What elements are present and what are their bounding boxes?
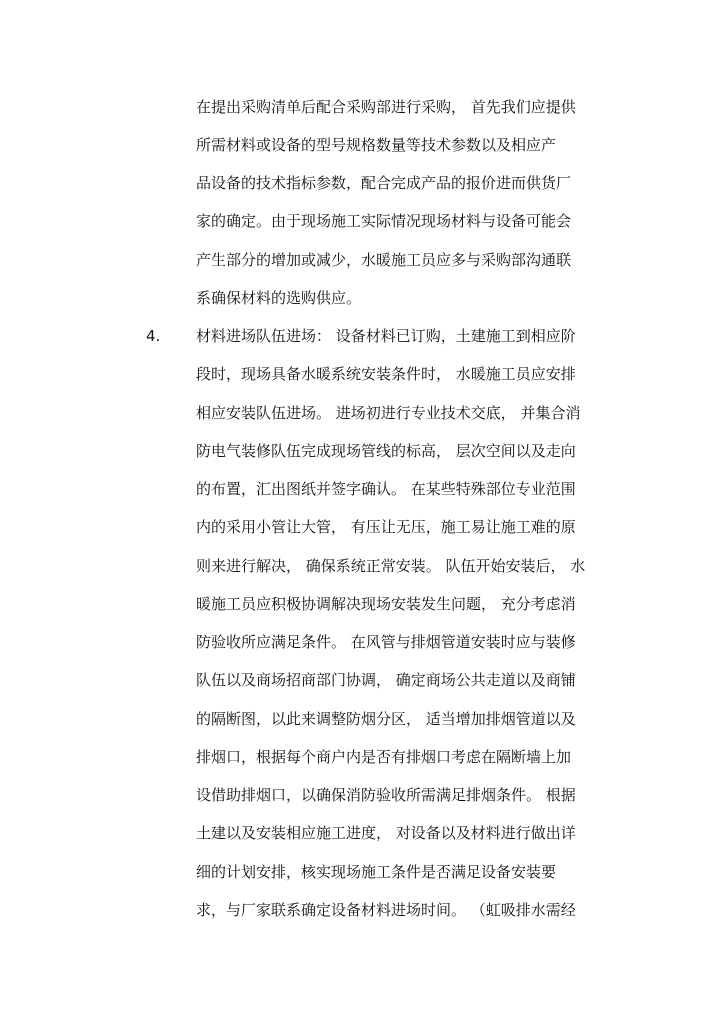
text-line: 产生部分的增加或减少，水暖施工员应多与采购部沟通联 [196, 251, 572, 269]
text-line: 在提出采购清单后配合采购部进行采购， 首先我们应提供 [196, 98, 576, 116]
text-line: 内的采用小管让大管， 有压让无压，施工易让施工难的原 [196, 518, 576, 536]
text-line: 队伍以及商场招商部门协调， 确定商场公共走道以及商铺 [196, 671, 576, 689]
text-line: 暖施工员应积极协调解决现场安装发生问题， 充分考虑消 [196, 595, 576, 613]
list-item-number: 4. [146, 327, 161, 345]
text-line: 材料进场队伍进场： 设备材料已订购，土建施工到相应阶 [196, 327, 576, 345]
text-line: 相应安装队伍进场。 进场初进行专业技术交底， 并集合消 [196, 404, 581, 422]
text-line: 所需材料或设备的型号规格数量等技术参数以及相应产 [196, 136, 557, 154]
text-line: 品设备的技术指标参数，配合完成产品的报价进而供货厂 [196, 174, 572, 192]
text-line: 系确保材料的选购供应。 [196, 289, 362, 307]
text-line: 求，与厂家联系确定设备材料进场时间。 （虹吸排水需经 [196, 901, 576, 919]
text-line: 家的确定。由于现场施工实际情况现场材料与设备可能会 [196, 212, 572, 230]
text-line: 的隔断图，以此来调整防烟分区， 适当增加排烟管道以及 [196, 710, 576, 728]
text-line: 细的计划安排，核实现场施工条件是否满足设备安装要 [196, 863, 557, 881]
text-line: 排烟口，根据每个商户内是否有排烟口考虑在隔断墙上加 [196, 748, 572, 766]
text-line: 防电气装修队伍完成现场管线的标高， 层次空间以及走向 [196, 442, 576, 460]
text-line: 则来进行解决， 确保系统正常安装。 队伍开始安装后， 水 [196, 557, 586, 575]
text-line: 防验收所应满足条件。 在风管与排烟管道安装时应与装修 [196, 633, 576, 651]
text-line: 的布置，汇出图纸并签字确认。 在某些特殊部位专业范围 [196, 480, 576, 498]
text-line: 土建以及安装相应施工进度， 对设备以及材料进行做出详 [196, 824, 576, 842]
text-line: 设借助排烟口，以确保消防验收所需满足排烟条件。 根据 [196, 786, 576, 804]
text-line: 段时，现场具备水暖系统安装条件时， 水暖施工员应安排 [196, 365, 576, 383]
